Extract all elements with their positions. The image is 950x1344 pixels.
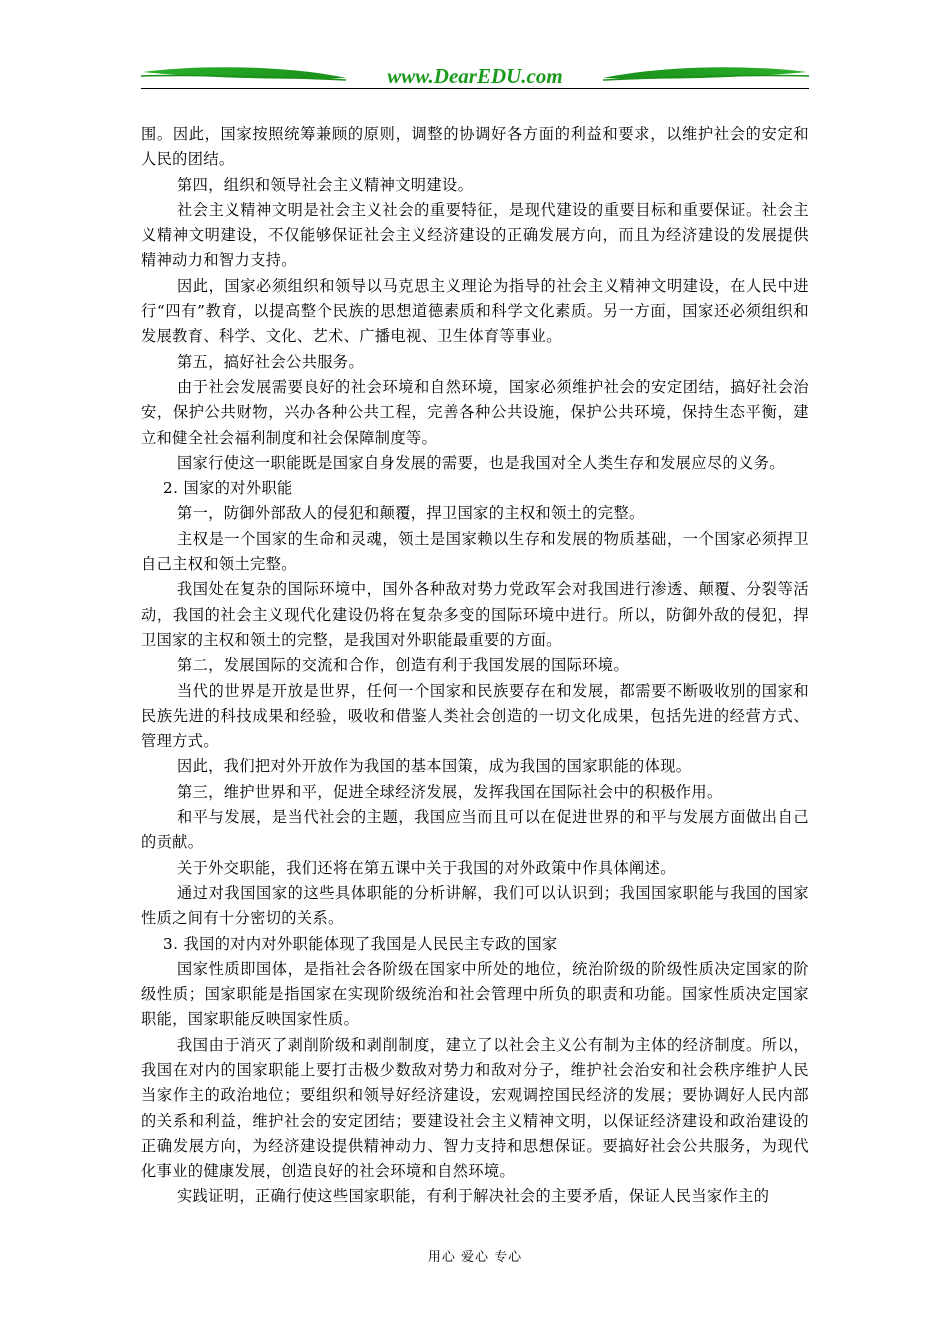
paragraph: 当代的世界是开放是世界，任何一个国家和民族要存在和发展，都需要不断吸收别的国家和民族先进的科技成果和经验，吸收和借鉴人类社会创造的一切文化成果，包括先进的经营方式、管理方式。 (141, 681, 809, 751)
site-logo-text: www.DearEDU.com (387, 64, 563, 88)
paragraph: 主权是一个国家的生命和灵魂，领土是国家赖以生存和发展的物质基础，一个国家必须捍卫自己主权和领土完整。 (141, 529, 809, 574)
paragraph: 国家行使这一职能既是国家自身发展的需要，也是我国对全人类生存和发展应尽的义务。 (177, 453, 785, 472)
paragraph: 第二，发展国际的交流和合作，创造有利于我国发展的国际环境。 (177, 656, 630, 675)
paragraph: 国家性质即国体，是指社会各阶级在国家中所处的地位，统治阶级的阶级性质决定国家的阶级性质；国家职能是指国家在实现阶级统治和社会管理中所负的职责和功能。国家性质决定国家职能，国家职能反映国家性质。 (141, 959, 809, 1029)
paragraph: 因此，国家必须组织和领导以马克思主义理论为指导的社会主义精神文明建设，在人民中进行“四有”教育，以提高整个民族的思想道德素质和科学文化素质。另一方面，国家还必须组织和发展教育、科学、文化、艺术、广播电视、卫生体育等事业。 (141, 276, 809, 346)
paragraph: 第五，搞好社会公共服务。 (177, 352, 365, 371)
paragraph: 我国由于消灭了剥削阶级和剥削制度，建立了以社会主义公有制为主体的经济制度。所以，我国在对内的国家职能上要打击极少数敌对势力和敌对分子，维护社会治安和社会秩序维护人民当家作主的政治地位；要组织和领导好经济建设，宏观调控国民经济的发展；要协调好人民内部的关系和利益，维护社会的安定团结；要建设社会主义精神文明，以保证经济建设和政治建设的正确发展方向，为经济建设提供精神动力、智力支持和思想保证。要搞好社会公共服务，为现代化事业的健康发展，创造良好的社会环境和自然环境。 (141, 1035, 809, 1181)
paragraph: 和平与发展，是当代社会的主题，我国应当而且可以在促进世界的和平与发展方面做出自己的贡献。 (141, 808, 809, 852)
paragraph: 因此，我们把对外开放作为我国的基本国策，成为我国的国家职能的体现。 (177, 757, 692, 776)
paragraph: 我国处在复杂的国际环境中，国外各种敌对势力党政军会对我国进行渗透、颠覆、分裂等活动，我国的社会主义现代化建设仍将在复杂多变的国际环境中进行。所以，防御外敌的侵犯，捍卫国家的主权和领土的完整，是我国对外职能最重要的方面。 (141, 580, 809, 649)
paragraph: 实践证明，正确行使这些国家职能，有利于解决社会的主要矛盾，保证人民当家作主的 (177, 1187, 770, 1206)
header-rule (141, 88, 809, 89)
section-heading: 3. 我国的对内对外职能体现了我国是人民民主专政的国家 (163, 934, 558, 953)
paragraph: 第四，组织和领导社会主义精神文明建设。 (177, 175, 474, 194)
section-heading: 2. 国家的对外职能 (163, 479, 293, 498)
paragraph: 关于外交职能，我们还将在第五课中关于我国的对外政策中作具体阐述。 (177, 858, 676, 877)
paragraph: 第一，防御外部敌人的侵犯和颠覆，捍卫国家的主权和领土的完整。 (177, 504, 645, 523)
document-body (141, 122, 809, 1210)
paragraph: 社会主义精神文明是社会主义社会的重要特征，是现代建设的重要目标和重要保证。社会主义精神文明建设，不仅能够保证社会主义经济建设的正确发展方向，而且为经济建设的发展提供精神动力和智力支持。 (141, 200, 809, 270)
paragraph: 由于社会发展需要良好的社会环境和自然环境，国家必须维护社会的安定团结，搞好社会治安，保护公共财物，兴办各种公共工程，完善各种公共设施，保护公共环境，保持生态平衡，建立和健全社会福利制度和社会保障制度等。 (141, 377, 809, 447)
page-footer: 用心 爱心 专心 (427, 1250, 523, 1265)
paragraph: 通过对我国国家的这些具体职能的分析讲解，我们可以认识到；我国国家职能与我国的国家性质之间有十分密切的关系。 (141, 883, 809, 928)
paragraph: 围。因此，国家按照统筹兼顾的原则，调整的协调好各方面的利益和要求，以维护社会的安定和人民的团结。 (141, 125, 809, 169)
paragraph: 第三，维护世界和平，促进全球经济发展，发挥我国在国际社会中的积极作用。 (177, 782, 723, 801)
